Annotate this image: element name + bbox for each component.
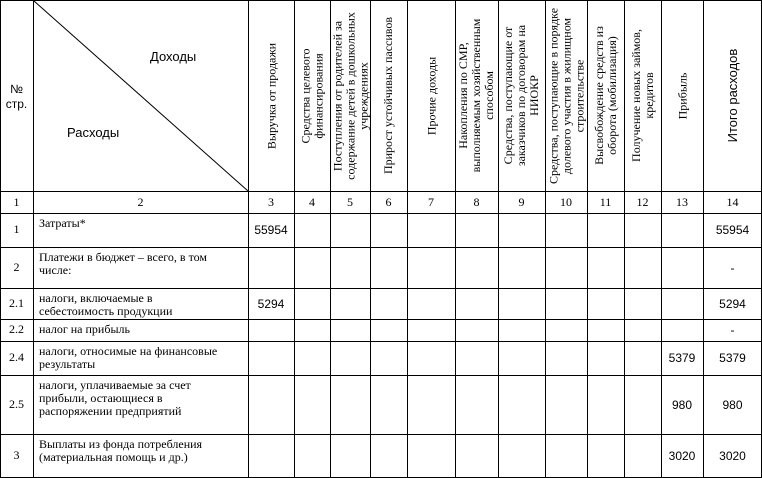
profit-value: 3020 (668, 449, 696, 463)
column-number-3: 3 (268, 195, 274, 209)
row-label: Затраты* (39, 216, 86, 230)
row-label: Выплаты из фонда потребления (материальная помощь и др.) (39, 437, 203, 464)
column-header-14: Итого расходов (725, 48, 740, 143)
expense-header: Расходы (67, 125, 120, 140)
column-number-12: 12 (636, 195, 649, 209)
total-expenses-value: 5294 (719, 296, 746, 311)
profit-value: 5379 (668, 351, 696, 365)
row-number: 2 (13, 259, 20, 274)
row-number: 2.2 (9, 322, 24, 336)
revenue-value: 55954 (254, 223, 288, 237)
column-number-1: 1 (13, 195, 20, 209)
row-number: 3 (13, 448, 20, 462)
column-number-6: 6 (385, 195, 392, 209)
total-expenses-value: - (730, 260, 735, 275)
column-header-4: Средства целевого финансирования (298, 48, 325, 143)
row-label: Платежи в бюджет – всего, в том числе: (39, 250, 208, 277)
column-number-5: 5 (347, 195, 353, 209)
column-number-8: 8 (473, 195, 480, 209)
row-number: 2.4 (9, 350, 24, 364)
column-header-12: Получение новых займов, кредитов (628, 29, 656, 162)
column-header-9: Средства, поступающие от заказчиков по договорам на НИОКР (501, 24, 541, 167)
row-label: налог на прибыль (39, 322, 130, 336)
column-header-10: Средства, поступающие в порядке долевого участия в жилищном строительстве (545, 7, 586, 184)
row-number: 2.5 (9, 396, 24, 411)
column-number-9: 9 (518, 195, 525, 209)
column-header-3: Выручка от продажи (263, 42, 278, 149)
column-number-13: 13 (676, 195, 688, 209)
total-expenses-value: 5379 (719, 351, 746, 365)
row-label: налоги, относимые на финансовые результаты (39, 344, 218, 371)
row-number-header: № стр. (5, 82, 28, 111)
total-expenses-value: 55954 (715, 223, 750, 237)
column-number-2: 2 (137, 195, 144, 209)
row-label: налоги, включаемые в себестоимость продукции (39, 291, 173, 318)
row-label: налоги, уплачиваемые за счет прибыли, остающиеся в распоряжении предприятий (39, 378, 191, 418)
revenue-value: 5294 (257, 296, 285, 311)
total-expenses-value: - (730, 323, 735, 337)
header-diagonal (34, 1, 248, 191)
column-number-10: 10 (560, 195, 572, 209)
column-number-14: 14 (726, 195, 739, 209)
column-header-7: Прочие доходы (423, 56, 438, 135)
income-header: Доходы (150, 49, 197, 64)
column-number-7: 7 (428, 195, 434, 209)
row-number: 1 (13, 222, 20, 236)
row-number: 2.1 (9, 295, 24, 310)
column-header-11: Высвобождение средств из оборота (мобилизация) (591, 26, 619, 165)
column-number-11: 11 (599, 195, 612, 209)
profit-value: 980 (671, 397, 693, 412)
column-header-6: Прирост устойчивых пассивов (381, 16, 395, 175)
column-header-8: Накопления по СМР, выполняемым хозяйственным способом (456, 18, 496, 173)
total-expenses-value: 980 (722, 397, 743, 412)
column-header-13: Прибыль (674, 72, 689, 119)
total-expenses-value: 3020 (719, 449, 746, 463)
column-header-5: Поступления от родителей за содержание детей в дошкольных учреждениях (329, 11, 370, 180)
column-number-4: 4 (309, 195, 315, 209)
